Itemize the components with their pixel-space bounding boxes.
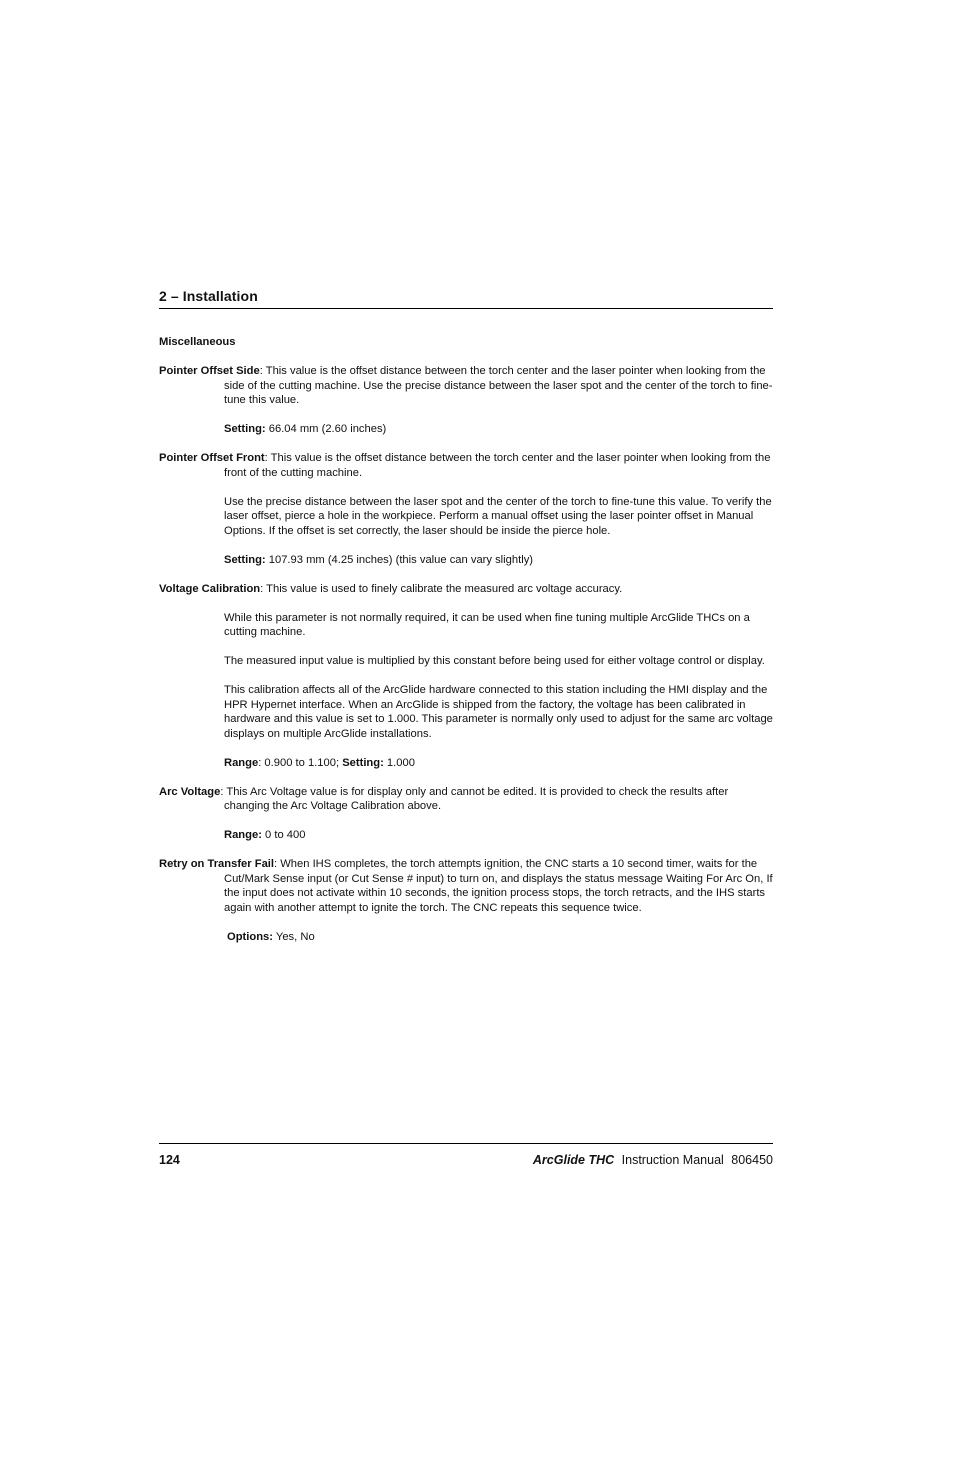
setting-value: 107.93 mm (4.25 inches) (this value can vary slightly)	[265, 553, 534, 566]
doc-type: Instruction Manual	[621, 1153, 724, 1167]
entry-description: : This value is used to finely calibrate the measured arc voltage accuracy.	[260, 582, 623, 595]
entry-term: Pointer Offset Side	[159, 365, 260, 377]
setting-value: 1.000	[383, 756, 415, 769]
page-content	[159, 335, 773, 959]
range-value: 0 to 400	[261, 829, 306, 841]
range-line	[224, 828, 773, 843]
setting-label: Setting:	[342, 756, 384, 769]
entry-voltage-calibration	[159, 582, 773, 597]
setting-value: 66.04 mm (2.60 inches)	[265, 423, 387, 435]
product-name: ArcGlide THC	[532, 1153, 615, 1167]
doc-number: 806450	[731, 1153, 773, 1167]
entry-description: : This value is the offset distance between the torch center and the laser pointer when looking from the side of the cutting machine. Use the precise distance between the laser spot and the center of the torch to fine-tune this value.	[224, 365, 773, 406]
section-title: Miscellaneous	[159, 336, 236, 348]
entry-description: : When IHS completes, the torch attempts ignition, the CNC starts a 10 second timer, waits for the Cut/Mark Sense input (or Cut Sense # input) to turn on, and displays the status message Waiting For Arc On, If the input does not activate within 10 seconds, the ignition process stops, the torch retracts, and the IHS starts again with another attempt to ignite the torch. The CNC repeats this sequence twice.	[224, 858, 773, 914]
entry-arc-voltage	[159, 785, 773, 814]
range-setting-line	[224, 756, 773, 771]
options-line	[227, 930, 773, 945]
setting-line	[224, 553, 773, 568]
options-label: Options:	[227, 930, 273, 943]
entry-term: Retry on Transfer Fail	[159, 858, 275, 870]
entry-paragraph: While this parameter is not normally required, it can be used when fine tuning multiple ArcGlide THCs on a cutting machine.	[224, 611, 750, 638]
setting-label: Setting:	[224, 423, 266, 435]
setting-line	[224, 422, 773, 437]
entry-description: : This value is the offset distance between the torch center and the laser pointer when looking from the front of the cutting machine.	[224, 452, 771, 479]
chapter-heading: 2 – Installation	[159, 288, 258, 304]
entry-term: Voltage Calibration	[159, 582, 261, 595]
entry-pointer-offset-front	[159, 451, 773, 480]
range-value: : 0.900 to 1.100;	[258, 756, 343, 769]
entry-description: : This Arc Voltage value is for display only and cannot be edited. It is provided to check the results after changing the Arc Voltage Calibration above.	[220, 785, 729, 812]
options-value: Yes, No	[273, 930, 315, 943]
entry-term: Arc Voltage	[159, 785, 221, 798]
entry-paragraph: The measured input value is multiplied by this constant before being used for either voltage control or display.	[224, 655, 765, 667]
footer-doc-info	[533, 1153, 773, 1167]
entry-pointer-offset-side	[159, 364, 773, 408]
page-number: 124	[159, 1153, 180, 1167]
entry-retry-on-transfer-fail	[159, 857, 773, 915]
setting-label: Setting:	[224, 553, 266, 566]
entry-term: Pointer Offset Front	[159, 452, 265, 464]
range-label: Range:	[224, 829, 262, 841]
entry-paragraph: This calibration affects all of the ArcGlide hardware connected to this station including the HMI display and the HPR Hypernet interface. When an ArcGlide is shipped from the factory, the voltage has been calibrated in hardware and this value is set to 1.000. This parameter is normally only used to adjust for the same arc voltage displays on multiple ArcGlide installations.	[224, 684, 773, 740]
range-label: Range	[224, 756, 259, 769]
entry-paragraph: Use the precise distance between the laser spot and the center of the torch to fine-tune this value. To verify the laser offset, pierce a hole in the workpiece. Perform a manual offset using the laser pointer offset in Manual Options. If the offset is set correctly, the laser should be inside the pierce hole.	[224, 495, 772, 537]
footer-rule	[159, 1143, 773, 1144]
header-rule	[159, 308, 773, 309]
